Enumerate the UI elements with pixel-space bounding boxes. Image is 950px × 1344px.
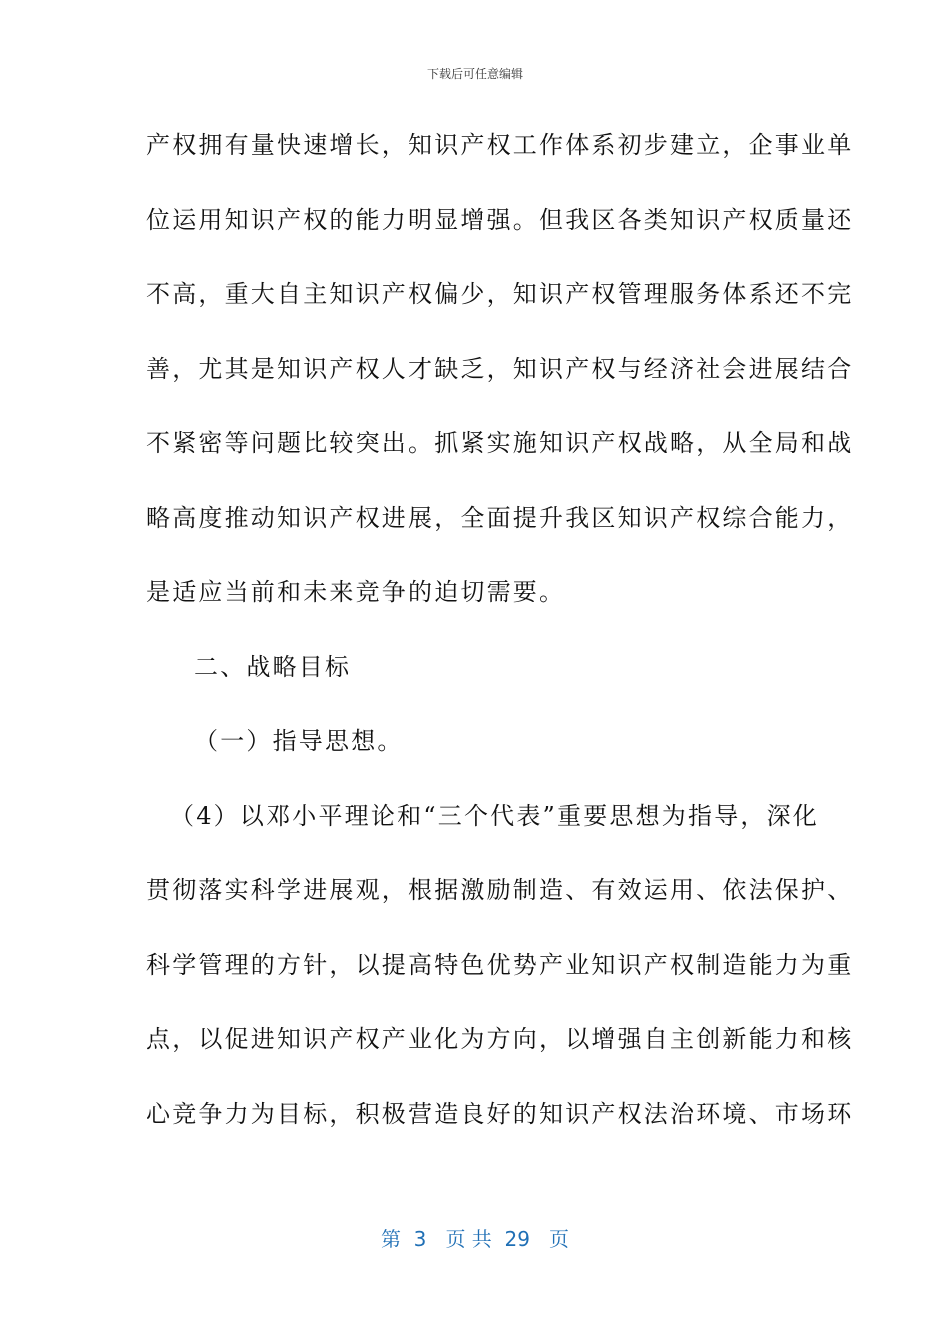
- paragraph-line: 科学管理的方针，以提高特色优势产业知识产权制造能力为重: [146, 950, 854, 979]
- paragraph-line: 不高，重大自主知识产权偏少，知识产权管理服务体系还不完: [146, 280, 854, 308]
- paragraph-line: （4）以邓小平理论和“三个代表”重要思想为指导，深化: [170, 801, 820, 830]
- section-heading: 二、战略目标: [194, 652, 352, 681]
- paragraph-line: 略高度推动知识产权进展，全面提升我区知识产权综合能力，: [146, 503, 854, 532]
- paragraph-line: 是适应当前和未来竞争的迫切需要。: [146, 578, 566, 606]
- page-number-footer: 第 3 页 共 29 页: [380, 1227, 570, 1251]
- page-header: 下载后可任意编辑: [426, 67, 523, 81]
- document-body: [146, 122, 854, 1165]
- paragraph-line: 位运用知识产权的能力明显增强。但我区各类知识产权质量还: [146, 205, 854, 234]
- paragraph-line: 不紧密等问题比较突出。抓紧实施知识产权战略，从全局和战: [146, 429, 854, 457]
- paragraph-line: 点，以促进知识产权产业化为方向，以增强自主创新能力和核: [146, 1025, 854, 1053]
- paragraph-line: 心竞争力为目标，积极营造良好的知识产权法治环境、市场环: [146, 1099, 854, 1128]
- paragraph-line: 善，尤其是知识产权人才缺乏，知识产权与经济社会进展结合: [146, 354, 854, 383]
- paragraph-line: 贯彻落实科学进展观，根据激励制造、有效运用、依法保护、: [146, 876, 854, 904]
- subsection-heading: （一）指导思想。: [194, 727, 404, 755]
- paragraph-line: 产权拥有量快速增长，知识产权工作体系初步建立，企事业单: [146, 131, 854, 159]
